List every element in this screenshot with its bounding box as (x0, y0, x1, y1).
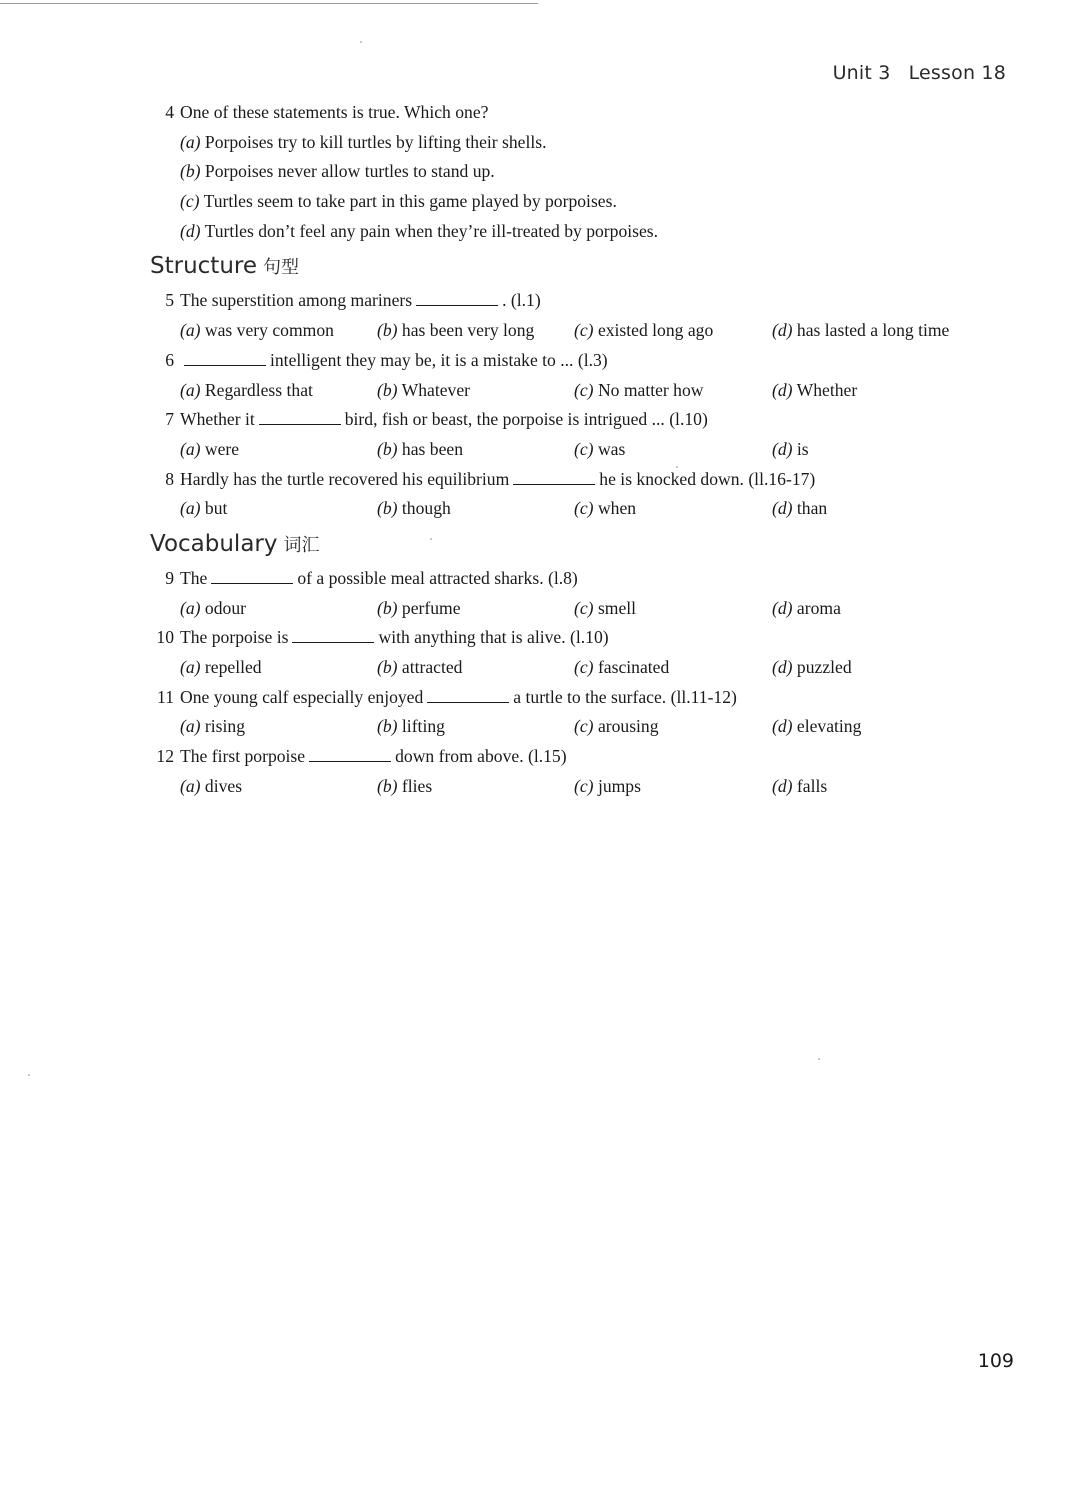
option-text: is (796, 438, 809, 459)
answer-option (574, 772, 641, 802)
option-text: than (796, 498, 828, 519)
option-text: No matter how (597, 379, 704, 400)
option-text: flies (401, 775, 433, 796)
question-text-after: intelligent they may be, it is a mistake to ... (l.3) (270, 349, 608, 370)
question-stem (150, 742, 1030, 772)
question-text-before: Whether it (180, 409, 255, 430)
answer-options-row (150, 594, 1030, 624)
running-header (833, 62, 1006, 84)
option-text: smell (597, 597, 637, 618)
answer-option (772, 494, 827, 524)
option-text: has been (401, 438, 463, 459)
answer-option (180, 594, 246, 624)
answer-options-row (150, 772, 1030, 802)
question-stem (150, 346, 1030, 376)
option-text: Porpoises never allow turtles to stand up. (204, 161, 495, 182)
question-text-before: The porpoise is (180, 627, 289, 648)
option-text: falls (796, 775, 828, 796)
unit-label: Unit 3 (832, 62, 891, 84)
question-number: 12 (156, 746, 174, 767)
option-letter: (a) (180, 657, 201, 677)
question-number: 10 (156, 627, 174, 648)
option-text: perfume (401, 597, 461, 618)
option-text: odour (204, 597, 246, 618)
structure-questions (150, 286, 1030, 524)
page-number: 109 (977, 1350, 1014, 1372)
section-title: Structure (150, 253, 257, 280)
option-text: rising (204, 716, 245, 737)
answer-option (180, 316, 334, 346)
option-text: has been very long (401, 320, 535, 341)
question-text-after: with anything that is alive. (l.10) (378, 627, 609, 648)
option-letter: (b) (377, 320, 398, 341)
option-letter: (a) (180, 775, 201, 796)
option-letter: (c) (574, 657, 594, 677)
question-stem (150, 683, 1030, 713)
answer-option (772, 594, 841, 624)
question-number: 5 (165, 290, 174, 311)
answer-option (574, 494, 636, 524)
option-text: lifting (401, 716, 445, 737)
answer-option (180, 376, 313, 406)
option-letter: (d) (772, 597, 793, 618)
question-stem (150, 623, 1030, 653)
option-letter: (c) (574, 775, 594, 796)
answer-options-row (150, 376, 1030, 406)
answer-option (772, 712, 861, 742)
question-text: One of these statements is true. Which one? (180, 102, 489, 122)
question-number: 9 (165, 567, 174, 588)
answer-option (574, 435, 625, 465)
option-text: Whatever (401, 379, 470, 400)
option-letter: (a) (180, 438, 201, 459)
answer-options-row (150, 712, 1030, 742)
option-text: was (597, 438, 626, 459)
answer-option (180, 653, 262, 683)
answer-option (180, 712, 245, 742)
answer-option (772, 435, 809, 465)
question-stem (150, 564, 1030, 594)
option-text: were (204, 438, 240, 459)
option-letter: (b) (377, 498, 398, 519)
answer-option (574, 712, 659, 742)
option-letter: (c) (574, 716, 594, 737)
section-title: Vocabulary (150, 530, 278, 557)
option-text: but (204, 498, 228, 519)
answer-option (574, 653, 669, 683)
option-letter: (b) (377, 438, 398, 459)
scan-speck (28, 1074, 30, 1076)
option-text: fascinated (597, 657, 670, 677)
answer-blank (184, 351, 266, 366)
exercise-content (150, 98, 1030, 801)
option-letter: (d) (772, 498, 793, 519)
section-title-cn: 词汇 (283, 534, 320, 556)
option-text: has lasted a long time (796, 320, 950, 341)
question-text-after: of a possible meal attracted sharks. (l.8) (297, 567, 578, 588)
option-letter: (a) (180, 498, 201, 519)
answer-option (574, 594, 636, 624)
option-letter: (d) (772, 320, 793, 341)
option-text: puzzled (796, 657, 852, 677)
section-title-cn: 句型 (263, 257, 299, 279)
scan-top-edge-line (0, 3, 538, 4)
question-text-after: . (l.1) (502, 290, 541, 311)
answer-options-row (150, 653, 1030, 683)
question-text-after: a turtle to the surface. (ll.11-12) (513, 686, 737, 707)
option-text: Turtles seem to take part in this game played by porpoises. (203, 191, 617, 212)
answer-options-row (150, 435, 1030, 465)
question-text-after: down from above. (l.15) (395, 746, 567, 767)
option-letter: (a) (180, 131, 201, 152)
option-letter: (d) (772, 657, 793, 677)
option-text: was very common (204, 320, 334, 341)
option-text: dives (204, 775, 243, 796)
answer-options-row (150, 494, 1030, 524)
answer-blank (259, 410, 341, 425)
question-text-before: One young calf especially enjoyed (180, 686, 424, 707)
option-text: jumps (597, 775, 641, 796)
option-letter: (c) (574, 438, 594, 459)
question-number: 8 (165, 468, 174, 489)
question-stem (150, 405, 1030, 435)
answer-option (377, 772, 432, 802)
option-letter: (b) (377, 716, 398, 737)
question-text-before: The superstition among mariners (180, 290, 413, 311)
answer-option (150, 187, 1030, 217)
answer-option (377, 316, 534, 346)
answer-options-row (150, 316, 1030, 346)
option-letter: (a) (180, 716, 201, 737)
answer-option (377, 376, 470, 406)
section-heading-structure (150, 246, 1030, 286)
answer-blank (427, 688, 509, 703)
answer-blank (416, 291, 498, 306)
option-letter: (c) (574, 320, 594, 341)
question-text-before: Hardly has the turtle recovered his equilibrium (180, 468, 510, 489)
option-letter: (d) (772, 716, 793, 737)
answer-option (772, 772, 827, 802)
question-text-before: The first porpoise (180, 746, 306, 767)
option-text: Regardless that (204, 379, 313, 400)
answer-option (574, 376, 703, 406)
answer-option (377, 712, 445, 742)
question-text-after: bird, fish or beast, the porpoise is intrigued ... (l.10) (344, 409, 708, 430)
answer-option (150, 217, 1030, 247)
option-letter: (a) (180, 320, 201, 341)
option-letter: (b) (377, 775, 398, 796)
option-letter: (a) (180, 597, 201, 618)
lesson-label: Lesson 18 (908, 62, 1006, 84)
answer-option (150, 128, 1030, 158)
answer-blank (309, 747, 391, 762)
section-heading-vocabulary (150, 524, 1030, 564)
option-text: though (401, 498, 451, 519)
answer-option (772, 376, 857, 406)
option-letter: (b) (180, 161, 201, 182)
option-text: Whether (796, 379, 858, 400)
option-text: repelled (204, 657, 262, 677)
option-letter: (b) (377, 597, 398, 618)
option-letter: (d) (180, 220, 201, 241)
option-letter: (d) (772, 438, 793, 459)
option-text: arousing (597, 716, 659, 737)
option-letter: (b) (377, 379, 398, 400)
option-text: aroma (796, 597, 841, 618)
question-number: 7 (165, 409, 174, 430)
answer-option (150, 157, 1030, 187)
vocabulary-questions (150, 564, 1030, 802)
answer-option (772, 653, 852, 683)
scan-speck (360, 41, 362, 43)
question-number: 11 (157, 686, 174, 707)
option-text: elevating (796, 716, 862, 737)
option-letter: (c) (574, 498, 594, 519)
option-text: Turtles don’t feel any pain when they’re ill-treated by porpoises. (204, 220, 659, 241)
answer-blank (211, 569, 293, 584)
answer-option (180, 494, 227, 524)
option-text: existed long ago (597, 320, 714, 341)
answer-blank (513, 470, 595, 485)
answer-blank (292, 628, 374, 643)
option-letter: (b) (377, 657, 398, 677)
answer-option (574, 316, 713, 346)
question-stem (150, 465, 1030, 495)
answer-option (377, 435, 463, 465)
answer-option (772, 316, 949, 346)
answer-option (180, 435, 239, 465)
question-number: 4 (165, 102, 174, 122)
option-letter: (c) (574, 379, 594, 400)
scan-speck (818, 1058, 820, 1060)
option-letter: (d) (772, 379, 793, 400)
option-text: attracted (401, 657, 463, 677)
answer-option (377, 653, 462, 683)
option-letter: (c) (180, 191, 200, 212)
option-text: when (597, 498, 637, 519)
question-text-before: The (180, 567, 208, 588)
option-letter: (a) (180, 379, 201, 400)
question-stem (150, 98, 1030, 128)
option-letter: (d) (772, 775, 793, 796)
question-text-after: he is knocked down. (ll.16-17) (599, 468, 816, 489)
option-text: Porpoises try to kill turtles by lifting their shells. (204, 131, 547, 152)
answer-option (377, 594, 461, 624)
option-letter: (c) (574, 597, 594, 618)
question-stem (150, 286, 1030, 316)
answer-option (180, 772, 242, 802)
question-number: 6 (165, 349, 174, 370)
answer-option (377, 494, 451, 524)
